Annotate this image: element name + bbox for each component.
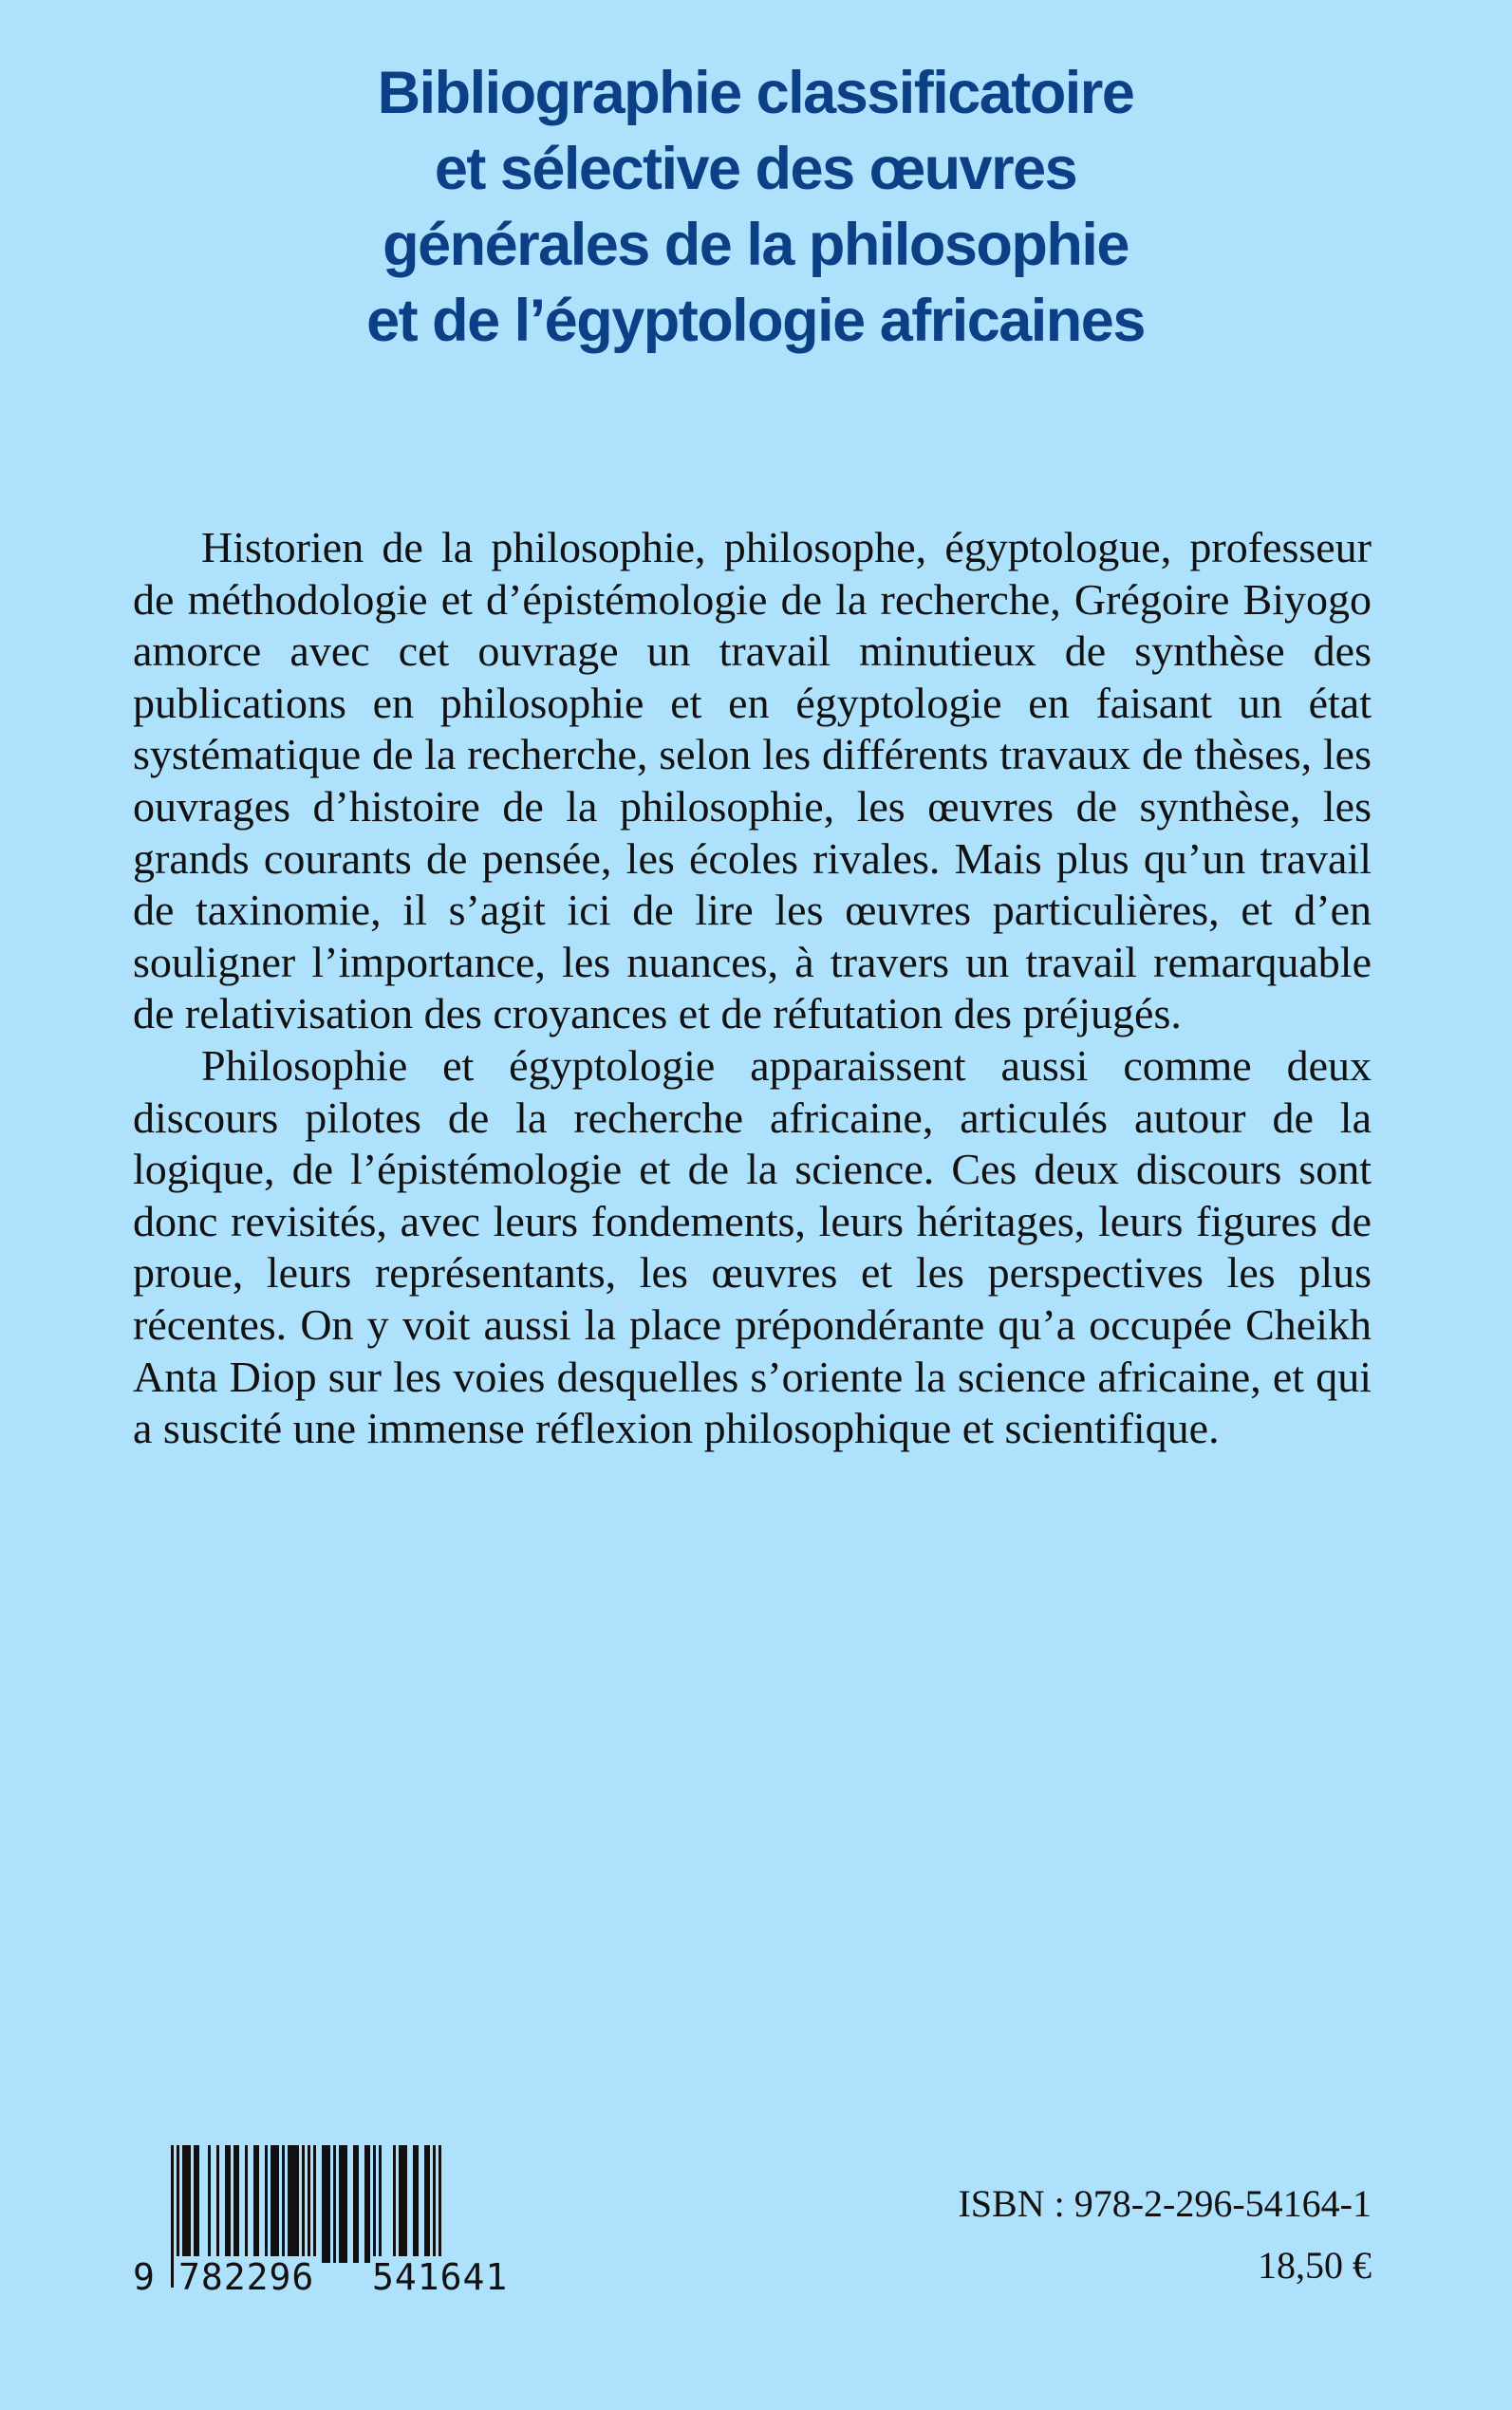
- barcode-bar: [216, 2145, 219, 2263]
- barcode-bar: [282, 2145, 285, 2263]
- barcode-bar: [296, 2145, 299, 2263]
- barcode-bar: [401, 2145, 404, 2263]
- barcode-bar: [253, 2145, 256, 2263]
- barcode-bar: [364, 2145, 367, 2263]
- barcode-bar: [196, 2145, 199, 2263]
- barcode-bar: [367, 2145, 370, 2263]
- barcode-bar: [288, 2145, 290, 2263]
- barcode-bar: [322, 2145, 325, 2263]
- barcode-bar: [225, 2145, 228, 2263]
- barcode-bar: [293, 2145, 296, 2263]
- barcode-bar: [185, 2145, 188, 2263]
- barcode-bar: [342, 2145, 345, 2263]
- title-line-4: et de l’égyptologie africaines: [366, 288, 1145, 354]
- barcode-bar: [290, 2145, 293, 2263]
- barcode-bar: [276, 2145, 279, 2263]
- title-line-3: générales de la philosophie: [383, 212, 1129, 278]
- barcode-bar: [399, 2145, 401, 2263]
- barcode-bar: [356, 2145, 359, 2263]
- barcode-first-digit: 9: [133, 2256, 155, 2298]
- barcode-bar: [265, 2145, 268, 2263]
- barcode-bar: [427, 2145, 430, 2263]
- barcode-bar: [373, 2145, 376, 2263]
- title-line-2: et sélective des œuvres: [434, 136, 1077, 202]
- barcode-digits: [131, 2256, 509, 2298]
- barcode-bar: [256, 2145, 259, 2263]
- barcode-bar: [245, 2145, 248, 2263]
- barcode-bar: [182, 2145, 185, 2263]
- isbn: ISBN : 978-2-296-54164-1: [958, 2182, 1372, 2225]
- barcode-bar: [379, 2145, 382, 2263]
- barcode-bar: [345, 2145, 347, 2263]
- barcode-right-group: 541641: [372, 2256, 509, 2298]
- blurb-paragraph-2: Philosophie et égyptologie apparaissent aussi comme deux discours pilotes de la recherche africaine, articulés autour de la logique, de l’épistémologie et de la science. Ces deux discours sont donc revisités, avec leurs fondements, leurs héritages, leurs figures de proue, leurs représentants, les œuvres et les perspectives les plus récentes. On y voit aussi la place prépondérante qu’a occupée Cheikh Anta Diop sur les voies desquelles s’oriente la science africaine, et qui a suscité une immense réflexion philosophique et scientifique.: [133, 1040, 1372, 1453]
- barcode-bar: [416, 2145, 419, 2263]
- barcode-bar: [413, 2145, 416, 2263]
- book-title: [186, 55, 1325, 359]
- barcode-bar: [313, 2145, 316, 2263]
- barcode-bar: [273, 2145, 276, 2263]
- barcode-bar: [353, 2145, 356, 2263]
- barcode-bar: [236, 2145, 239, 2263]
- barcode-bar: [233, 2145, 236, 2263]
- barcode-bar: [404, 2145, 407, 2263]
- title-line-1: Bibliographie classificatoire: [377, 60, 1134, 126]
- barcode-bar: [339, 2145, 342, 2263]
- barcode-bar: [188, 2145, 191, 2263]
- barcode-bar: [325, 2145, 327, 2263]
- barcode-bar: [208, 2145, 211, 2263]
- barcode-bar: [194, 2145, 196, 2263]
- barcode-left-group: 782296: [178, 2256, 315, 2298]
- barcode-bar: [424, 2145, 427, 2263]
- barcode-bar: [271, 2145, 273, 2263]
- barcode-bar: [393, 2145, 396, 2263]
- barcode: [131, 2145, 509, 2301]
- barcode-bar: [327, 2145, 330, 2263]
- blurb: [133, 522, 1372, 1455]
- barcode-bar: [333, 2145, 336, 2263]
- blurb-paragraph-1: Historien de la philosophie, philosophe, égyptologue, professeur de méthodologie et d’épistémologie de la recherche, Grégoire Biyogo amorce avec cet ouvrage un travail minutieux de synthèse des publications en philosophie et en égyptologie en faisant un état systématique de la recherche, selon les différents travaux de thèses, les ouvrages d’histoire de la philosophie, les œuvres de synthèse, les grands courants de pensée, les écoles rivales. Mais plus qu’un travail de taxinomie, il s’agit ici de lire les œuvres particulières, et d’en souligner l’importance, les nuances, à travers un travail remarquable de relativisation des croyances et de réfutation des préjugés.: [133, 523, 1372, 1038]
- barcode-bar: [228, 2145, 231, 2263]
- price: 18,50 €: [1258, 2244, 1372, 2287]
